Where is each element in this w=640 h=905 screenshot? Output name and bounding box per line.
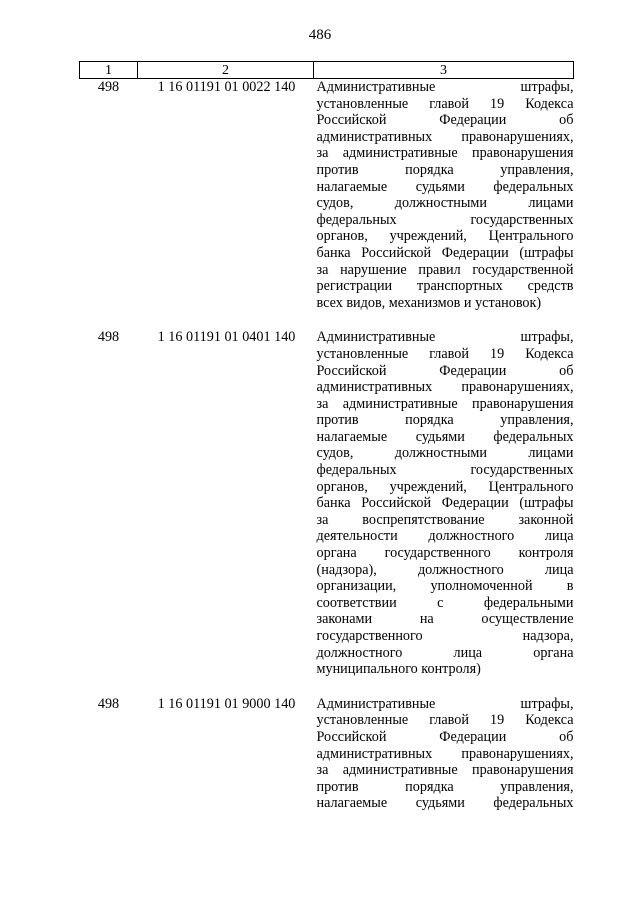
column-header-1: 1 [80, 62, 138, 79]
description-line: Административные штрафы, [316, 695, 574, 712]
table-header-row [80, 62, 574, 79]
description-line: муниципального контроля) [316, 661, 481, 678]
budget-code-cell: 1 16 01191 01 9000 140 [157, 695, 296, 712]
description-line: за административные правонарушения [316, 395, 574, 412]
description-line: судов, должностными лицами [316, 445, 574, 462]
description-line: федеральных государственных [316, 462, 574, 479]
description-line: органов, учреждений, Центрального [316, 478, 574, 495]
description-line: налагаемые судьями федеральных [316, 428, 574, 445]
description-cell [314, 696, 574, 812]
description-line: установленные главой 19 Кодекса [316, 345, 574, 362]
description-line: административных правонарушениях, [316, 745, 574, 762]
description-line: Российской Федерации об [316, 728, 574, 745]
row-spacer-cell [80, 678, 574, 696]
description-line: всех видов, механизмов и установок) [316, 294, 542, 311]
description-line: налагаемые судьями федеральных [316, 178, 574, 195]
description-line: Административные штрафы, [316, 79, 574, 95]
description-line: деятельности должностного лица [316, 528, 574, 545]
row-number-cell: 498 [97, 79, 120, 95]
table-row [80, 329, 574, 677]
description-line: установленные главой 19 Кодекса [316, 95, 574, 112]
description-line: судов, должностными лицами [316, 195, 574, 212]
column-header-2: 2 [138, 62, 314, 79]
description-line: государственного надзора, [316, 628, 574, 644]
description-line: за нарушение правил государственной [316, 261, 574, 278]
description-line: органа государственного контроля [316, 545, 574, 562]
description-line: должностного лица органа [316, 644, 574, 661]
table-body [80, 79, 574, 812]
column-header-3: 3 [314, 62, 574, 79]
description-line: за воспрепятствование законной [316, 511, 574, 528]
description-line: регистрации транспортных средств [316, 278, 574, 295]
description-line: установленные главой 19 Кодекса [316, 712, 574, 729]
description-line: организации, уполномоченной в [316, 578, 574, 595]
row-number-cell: 498 [97, 329, 120, 346]
description-cell [314, 79, 574, 312]
description-line: законами на осуществление [316, 611, 574, 628]
row-number-cell: 498 [97, 695, 120, 712]
budget-code-cell: 1 16 01191 01 0022 140 [157, 79, 296, 95]
description-line: Административные штрафы, [316, 329, 574, 346]
description-line: за административные правонарушения [316, 762, 574, 779]
description-line: банка Российской Федерации (штрафы [316, 244, 574, 261]
description-line: банка Российской Федерации (штрафы [316, 495, 574, 512]
description-line: административных правонарушениях, [316, 379, 574, 396]
description-line: федеральных государственных [316, 211, 574, 228]
row-spacer [80, 311, 574, 329]
row-spacer-cell [80, 311, 574, 329]
description-line: за административные правонарушения [316, 145, 574, 162]
budget-code-cell: 1 16 01191 01 0401 140 [157, 329, 296, 346]
table-row [80, 696, 574, 812]
description-line: налагаемые судьями федеральных [316, 795, 574, 812]
description-line: соответствии с федеральными [316, 594, 574, 611]
description-line: органов, учреждений, Центрального [316, 228, 574, 245]
description-line: Российской Федерации об [316, 362, 574, 379]
description-line: (надзора), должностного лица [316, 561, 574, 578]
description-line: административных правонарушениях, [316, 128, 574, 145]
page-number: 486 [308, 27, 332, 43]
description-line: против порядка управления, [316, 778, 574, 795]
description-cell [314, 329, 574, 677]
table-row [80, 79, 574, 312]
description-line: против порядка управления, [316, 412, 574, 429]
description-line: против порядка управления, [316, 161, 574, 178]
row-spacer [80, 678, 574, 696]
description-line: Российской Федерации об [316, 112, 574, 129]
budget-codes-table [79, 61, 574, 812]
